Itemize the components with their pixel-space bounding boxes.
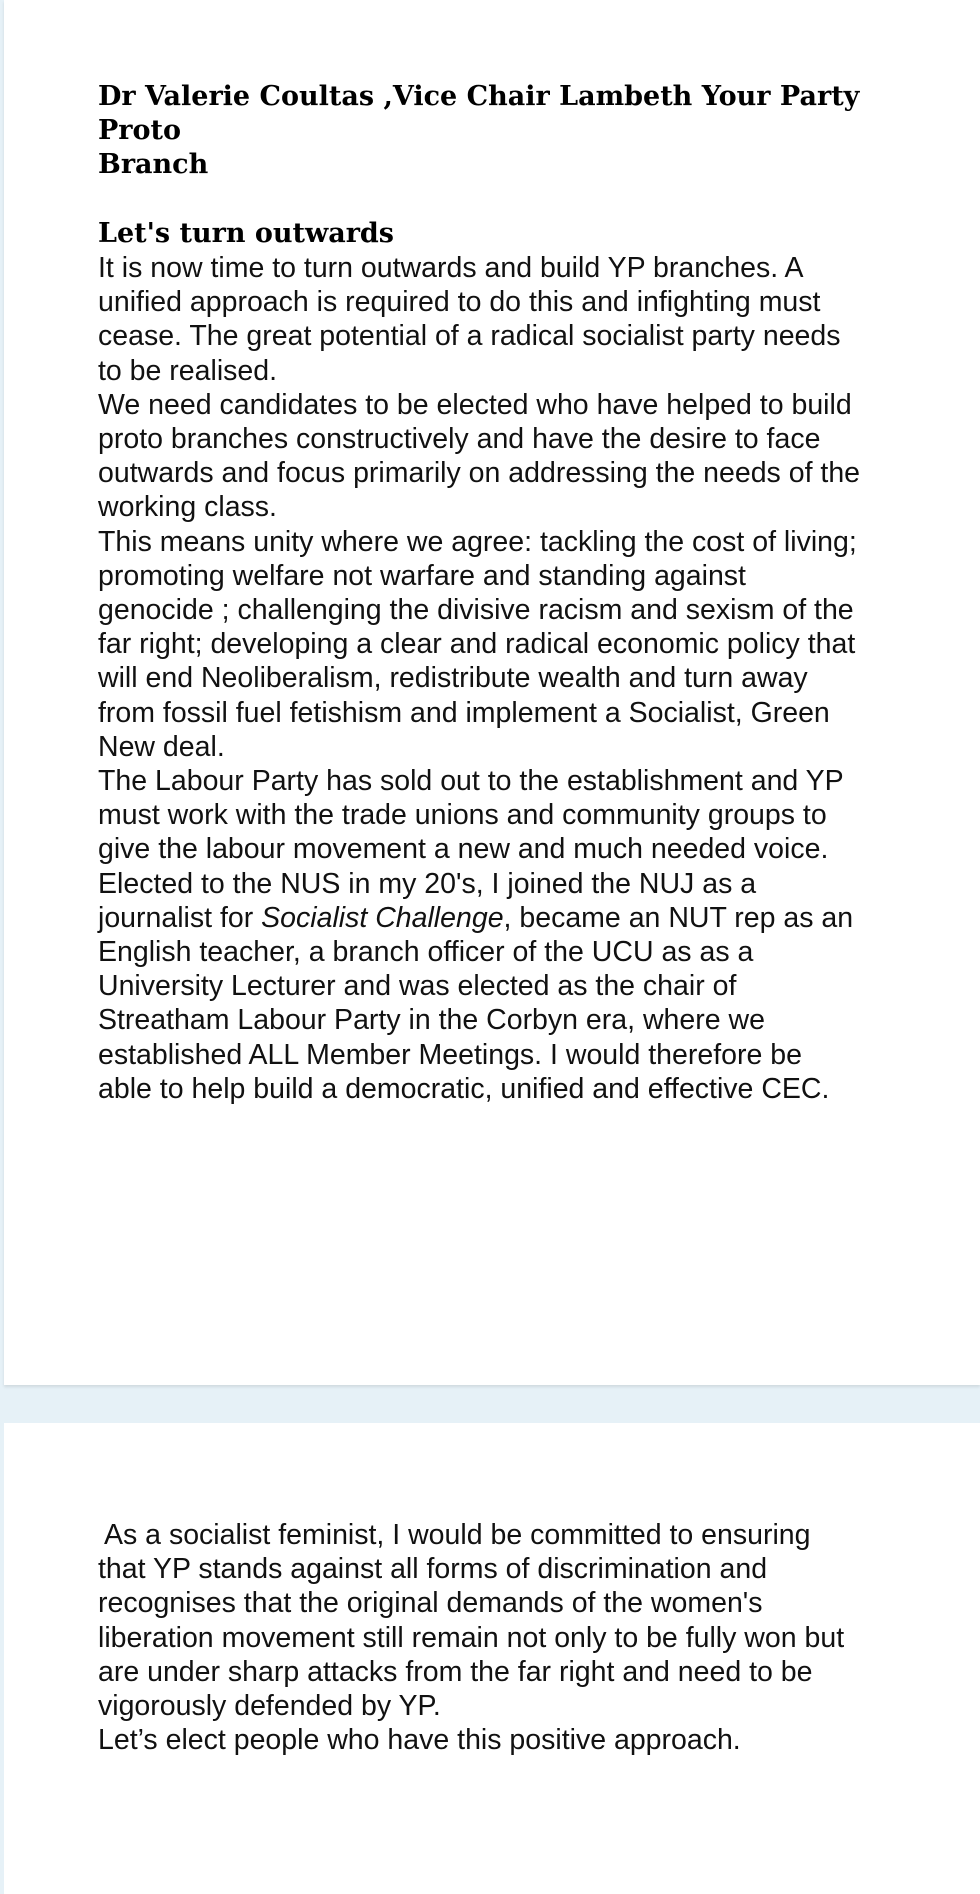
experience-text-1: Elected to the NUS in my 20's, I joined the NUJ as a journalist for <box>98 867 757 934</box>
publication-name: Socialist Challenge <box>261 901 504 934</box>
experience-text-2: , became an NUT rep as an English teacher, a branch officer of the UCU as as a University Lecturer and was elected as the chair of Streatham Labour Party in the Corbyn era, where we established ALL Member Meetings. I would therefore be able to help build a democratic, unified and effective CEC. <box>98 901 854 1105</box>
author-heading: Dr Valerie Coultas ,Vice Chair Lambeth Your Party Proto Branch <box>98 81 860 180</box>
document-page-2 <box>4 1423 980 1894</box>
paragraph-closing: Let’s elect people who have this positive approach. <box>98 1724 741 1757</box>
paragraph-labour-party: The Labour Party has sold out to the establishment and YP must work with the trade unions and community groups to give the labour movement a new and much needed voice. <box>98 765 844 866</box>
paragraph-turn-outwards: It is now time to turn outwards and build YP branches. A unified approach is required to do this and infighting must cease. The great potential of a radical socialist party needs to be realised. <box>98 252 841 387</box>
paragraph-candidates: We need candidates to be elected who have helped to build proto branches constructively and have the desire to face outwards and focus primarily on addressing the needs of the working class. <box>98 388 861 524</box>
paragraph-socialist-feminist: As a socialist feminist, I would be committed to ensuring that YP stands against all forms of discrimination and recognises that the original demands of the women's liberation movement still remain not only to be fully won but are under sharp attacks from the far right and need to be vigorously defended by YP. <box>98 1519 845 1723</box>
statement-title: Let's turn outwards <box>98 218 395 249</box>
paragraph-unity: This means unity where we agree: tackling the cost of living; promoting welfare not warfare and standing against genocide ; challenging the divisive racism and sexism of the far right; developing a clear and radical economic policy that will end Neoliberalism, redistribute wealth and turn away from fossil fuel fetishism and implement a Socialist, Green New deal. <box>98 525 857 763</box>
page-1-content <box>98 80 918 1106</box>
page-2-content <box>98 1518 918 1757</box>
document-page-1 <box>4 0 980 1385</box>
paragraph-experience <box>98 867 918 1106</box>
